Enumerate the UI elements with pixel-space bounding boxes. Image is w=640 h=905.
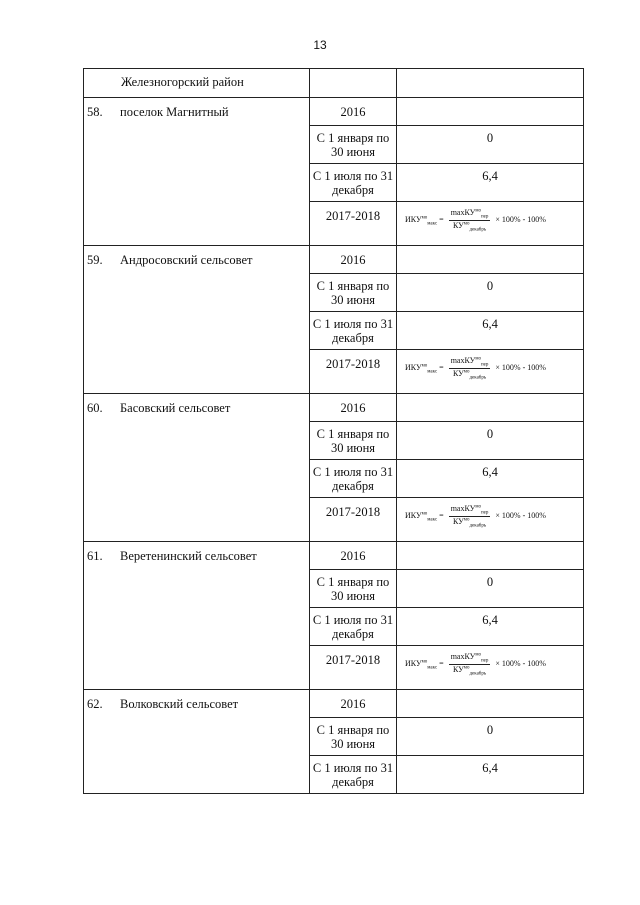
value-cell: 0 xyxy=(397,126,584,164)
formula-part: мо xyxy=(475,504,481,510)
formula-part: = xyxy=(439,658,444,668)
entity-name: Басовский сельсовет xyxy=(120,401,231,415)
formula-part: ИКУ xyxy=(405,510,422,520)
formula-part: КУ xyxy=(452,368,464,378)
period-cell: С 1 июля по 31 декабря xyxy=(310,312,397,350)
period-cell: С 1 июля по 31 декабря xyxy=(310,756,397,794)
tariff-table xyxy=(83,68,584,794)
formula-part: декабрь xyxy=(469,375,487,381)
entity-row xyxy=(84,246,584,274)
value-cell: 6,4 xyxy=(397,164,584,202)
formula-part: maxКУ xyxy=(450,504,476,513)
formula-part: × 100% - 100% xyxy=(495,362,546,372)
formula-part: пер xyxy=(480,214,489,220)
formula-part: × 100% - 100% xyxy=(495,658,546,668)
year-cell: 2016 xyxy=(310,98,397,126)
formula-part: = xyxy=(439,510,444,520)
entity-row xyxy=(84,394,584,422)
formula-part: мо xyxy=(463,516,470,522)
formula-part: пер xyxy=(480,658,489,664)
entity-number: 59. xyxy=(87,253,103,267)
entity-number: 60. xyxy=(87,401,103,415)
entity-number: 62. xyxy=(87,697,103,711)
formula-part: КУ xyxy=(452,516,464,526)
formula xyxy=(405,356,546,381)
formula-part: maxКУ xyxy=(450,652,476,661)
empty-cell xyxy=(310,69,397,98)
entity-name: поселок Магнитный xyxy=(120,105,229,119)
formula-part: КУ xyxy=(452,664,464,674)
year-cell: 2016 xyxy=(310,394,397,422)
year-cell: 2017-2018 xyxy=(310,202,397,246)
entity-number: 58. xyxy=(87,105,103,119)
period-cell: С 1 января по 30 июня xyxy=(310,422,397,460)
formula-cell xyxy=(397,202,584,246)
formula-part: × 100% - 100% xyxy=(495,214,546,224)
formula-part: мо xyxy=(475,208,481,214)
region-name: Железногорский район xyxy=(84,69,310,98)
entity-row xyxy=(84,98,584,126)
region-row xyxy=(84,69,584,98)
formula-part: декабрь xyxy=(469,671,487,677)
formula-part: ИКУ xyxy=(405,362,422,372)
value-cell: 0 xyxy=(397,422,584,460)
formula-cell xyxy=(397,498,584,542)
period-cell: С 1 января по 30 июня xyxy=(310,126,397,164)
year-cell: 2016 xyxy=(310,690,397,718)
formula-part: декабрь xyxy=(469,227,487,233)
period-cell: С 1 июля по 31 декабря xyxy=(310,164,397,202)
formula-part: мо xyxy=(421,363,428,369)
year-cell: 2017-2018 xyxy=(310,646,397,690)
empty-cell xyxy=(397,98,584,126)
formula-part: × 100% - 100% xyxy=(495,510,546,520)
value-cell: 6,4 xyxy=(397,312,584,350)
entity-cell xyxy=(84,690,310,794)
value-cell: 0 xyxy=(397,718,584,756)
entity-row xyxy=(84,690,584,718)
value-cell: 6,4 xyxy=(397,460,584,498)
formula-part: = xyxy=(439,214,444,224)
period-cell: С 1 января по 30 июня xyxy=(310,718,397,756)
formula-part: ИКУ xyxy=(405,214,422,224)
formula-part: пер xyxy=(480,362,489,368)
period-cell: С 1 июля по 31 декабря xyxy=(310,608,397,646)
formula xyxy=(405,208,546,233)
formula-part: мо xyxy=(475,356,481,362)
formula-part: макс xyxy=(427,665,438,671)
formula-part: мо xyxy=(421,511,428,517)
formula-part: мо xyxy=(463,368,470,374)
entity-name: Волковский сельсовет xyxy=(120,697,239,711)
period-cell: С 1 июля по 31 декабря xyxy=(310,460,397,498)
formula-part: мо xyxy=(475,652,481,658)
entity-name: Веретенинский сельсовет xyxy=(120,549,257,563)
entity-cell xyxy=(84,542,310,690)
period-cell: С 1 января по 30 июня xyxy=(310,274,397,312)
year-cell: 2017-2018 xyxy=(310,498,397,542)
formula-part: ИКУ xyxy=(405,658,422,668)
formula xyxy=(405,504,546,529)
year-cell: 2016 xyxy=(310,542,397,570)
formula-part: КУ xyxy=(452,220,464,230)
year-cell: 2017-2018 xyxy=(310,350,397,394)
formula-part: = xyxy=(439,362,444,372)
formula-part: макс xyxy=(427,221,438,227)
formula-part: макс xyxy=(427,517,438,523)
value-cell: 6,4 xyxy=(397,756,584,794)
formula-part: макс xyxy=(427,369,438,375)
formula-cell xyxy=(397,350,584,394)
value-cell: 0 xyxy=(397,570,584,608)
formula-part: пер xyxy=(480,510,489,516)
formula-cell xyxy=(397,646,584,690)
formula-part: maxКУ xyxy=(450,208,476,217)
entity-cell xyxy=(84,394,310,542)
empty-cell xyxy=(397,246,584,274)
formula-part: декабрь xyxy=(469,523,487,529)
formula-part: мо xyxy=(421,659,428,665)
value-cell: 0 xyxy=(397,274,584,312)
empty-cell xyxy=(397,690,584,718)
entity-number: 61. xyxy=(87,549,103,563)
formula-part: мо xyxy=(421,215,428,221)
formula-part: maxКУ xyxy=(450,356,476,365)
empty-cell xyxy=(397,69,584,98)
entity-row xyxy=(84,542,584,570)
entity-cell xyxy=(84,246,310,394)
period-cell: С 1 января по 30 июня xyxy=(310,570,397,608)
entity-cell xyxy=(84,98,310,246)
year-cell: 2016 xyxy=(310,246,397,274)
formula xyxy=(405,652,546,677)
empty-cell xyxy=(397,542,584,570)
formula-part: мо xyxy=(463,220,470,226)
value-cell: 6,4 xyxy=(397,608,584,646)
entity-name: Андросовский сельсовет xyxy=(120,253,253,267)
empty-cell xyxy=(397,394,584,422)
formula-part: мо xyxy=(463,664,470,670)
page-number: 13 xyxy=(313,38,327,52)
